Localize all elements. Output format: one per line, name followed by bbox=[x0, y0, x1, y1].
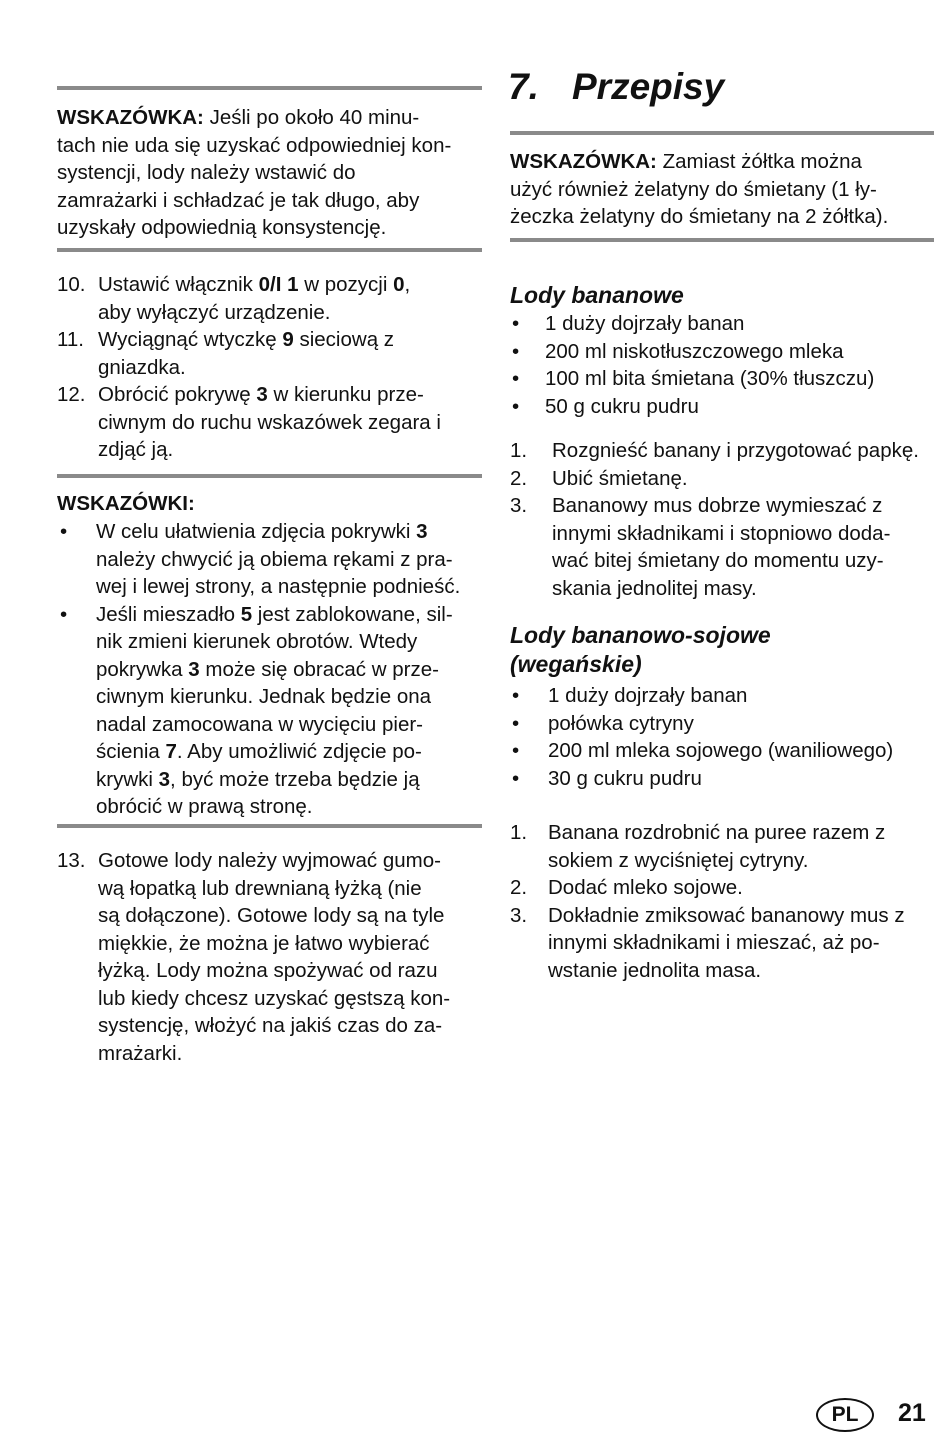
text: sieciową z bbox=[293, 328, 395, 351]
text-line bbox=[98, 930, 482, 958]
list-item bbox=[57, 518, 482, 601]
text-line bbox=[96, 518, 482, 546]
text: aby wyłączyć urządzenie. bbox=[98, 300, 331, 324]
list-item bbox=[510, 338, 940, 366]
item-number: 11. bbox=[57, 328, 84, 351]
text: ciwnym do ruchu wskazówek zegara i bbox=[98, 410, 441, 434]
text: tach nie uda się uzyskać odpowiedniej kon- bbox=[57, 133, 452, 157]
bullet-icon: • bbox=[512, 367, 520, 390]
page-number: 21 bbox=[898, 1399, 926, 1427]
text: nadal zamocowana w wycięciu pier- bbox=[96, 712, 424, 736]
text: wej i lewej strony, a następnie podnieść. bbox=[96, 575, 461, 598]
text: Dodać mleko sojowe. bbox=[548, 876, 743, 899]
text-line bbox=[552, 465, 940, 493]
bold-text: 5 bbox=[240, 602, 253, 626]
list-item bbox=[510, 765, 940, 793]
text: ścienia bbox=[96, 740, 166, 763]
text-line bbox=[98, 299, 482, 327]
text-line bbox=[98, 381, 482, 409]
bold-text: 3 bbox=[416, 520, 428, 543]
list-item bbox=[57, 326, 482, 381]
text: Bananowy mus dobrze wymieszać z bbox=[552, 494, 883, 517]
section-title: 7. Przepisy bbox=[508, 66, 725, 107]
text: w kierunku prze- bbox=[267, 383, 424, 406]
text-line bbox=[552, 547, 940, 575]
divider bbox=[57, 86, 482, 90]
steps-banana-soy bbox=[510, 819, 940, 984]
text: ciwnym kierunku. Jednak będzie ona bbox=[96, 685, 432, 708]
recipe-title-line: Lody bananowo-sojowe bbox=[510, 622, 771, 648]
text: wać bitej śmietany do momentu uzy- bbox=[552, 549, 884, 572]
list-item bbox=[510, 902, 940, 985]
text-line bbox=[548, 765, 940, 793]
text: obrócić w prawą stronę. bbox=[96, 795, 313, 818]
list-item bbox=[510, 365, 940, 393]
list-item bbox=[510, 437, 940, 465]
item-number: 13. bbox=[57, 849, 86, 872]
text: pokrywka bbox=[96, 657, 189, 681]
item-number: 1. bbox=[510, 821, 528, 844]
ingredients-banana bbox=[510, 310, 940, 420]
text-line bbox=[548, 874, 940, 902]
text: skania jednolitej masy. bbox=[552, 576, 757, 600]
text-line bbox=[545, 365, 940, 393]
list-item bbox=[510, 874, 940, 902]
text-line bbox=[96, 738, 482, 766]
text: są dołączone). Gotowe lody są na tyle bbox=[98, 904, 445, 927]
text: wstanie jednolita masa. bbox=[548, 958, 762, 982]
list-item bbox=[510, 819, 940, 874]
text: Gotowe lody należy wyjmować gumo- bbox=[98, 849, 441, 872]
text: Rozgnieść banany i przygotować papkę. bbox=[552, 439, 919, 462]
bullet-icon: • bbox=[512, 312, 520, 335]
text: systencję, włożyć na jakiś czas do za- bbox=[98, 1014, 443, 1037]
bullet-icon: • bbox=[512, 711, 520, 735]
bold-text: WSKAZÓWKA: bbox=[57, 106, 204, 129]
text: miękkie, że można je łatwo wybierać bbox=[98, 931, 430, 955]
bold-text: 9 bbox=[282, 328, 294, 351]
text-line bbox=[57, 187, 451, 215]
text: , być może trzeba będzie ją bbox=[170, 767, 420, 791]
text: Jeśli mieszadło bbox=[96, 602, 241, 626]
text: 1 duży dojrzały banan bbox=[548, 684, 748, 707]
bold-text: 3 bbox=[158, 767, 171, 791]
text-line bbox=[548, 847, 940, 875]
text-line bbox=[96, 711, 482, 739]
list-item bbox=[510, 465, 940, 493]
text-line bbox=[552, 520, 940, 548]
text: sokiem z wyciśniętej cytryny. bbox=[548, 848, 809, 872]
text-line bbox=[98, 409, 482, 437]
bullet-icon: • bbox=[512, 766, 520, 790]
text-line bbox=[98, 436, 482, 464]
bold-text: WSKAZÓWKA: bbox=[510, 150, 657, 173]
recipe-title-banana: Lody bananowe bbox=[510, 282, 684, 308]
bullet-icon: • bbox=[512, 394, 520, 418]
item-number: 12. bbox=[57, 383, 86, 406]
text-line bbox=[548, 902, 940, 930]
text: 30 g cukru pudru bbox=[548, 766, 702, 790]
text: , bbox=[404, 273, 411, 296]
divider bbox=[57, 824, 482, 828]
divider bbox=[510, 238, 934, 242]
tips-list bbox=[57, 518, 482, 821]
text: 50 g cukru pudru bbox=[545, 394, 699, 418]
text: Banana rozdrobnić na puree razem z bbox=[548, 821, 886, 844]
text-line bbox=[96, 656, 482, 684]
text-line bbox=[510, 203, 888, 231]
text: może się obracać w prze- bbox=[199, 657, 439, 681]
text-line bbox=[548, 682, 940, 710]
list-item bbox=[57, 601, 482, 821]
text: jest zablokowane, sil- bbox=[252, 602, 453, 626]
text: łyżką. Lody można spożywać od razu bbox=[98, 959, 438, 982]
text-line bbox=[57, 104, 451, 132]
text-line bbox=[510, 148, 888, 176]
step-13 bbox=[57, 847, 482, 1067]
text-line bbox=[548, 737, 940, 765]
text-line bbox=[98, 985, 482, 1013]
text: gniazdka. bbox=[98, 355, 186, 379]
text-line bbox=[545, 310, 940, 338]
bullet-icon: • bbox=[512, 684, 520, 707]
item-number: 2. bbox=[510, 466, 528, 490]
item-number: 1. bbox=[510, 439, 528, 462]
text: innymi składnikami i stopniowo doda- bbox=[552, 521, 891, 545]
item-number: 2. bbox=[510, 876, 528, 899]
text-line bbox=[96, 601, 482, 629]
item-number: 3. bbox=[510, 494, 528, 517]
bullet-icon: • bbox=[60, 520, 68, 543]
list-item bbox=[510, 710, 940, 738]
text: wą łopatką lub drewnianą łyżką (nie bbox=[98, 876, 422, 900]
text-line bbox=[98, 957, 482, 985]
text: żeczka żelatyny do śmietany na 2 żółtka). bbox=[510, 205, 889, 228]
text: użyć również żelatyny do śmietany (1 ły- bbox=[510, 177, 877, 201]
text: 200 ml niskotłuszczowego mleka bbox=[545, 339, 844, 363]
bullet-icon: • bbox=[512, 339, 520, 363]
text: . Aby umożliwić zdjęcie po- bbox=[176, 740, 422, 763]
text-line bbox=[98, 847, 482, 875]
recipe-title-banana-soy bbox=[510, 621, 771, 679]
list-item bbox=[510, 492, 940, 602]
bullet-icon: • bbox=[512, 739, 520, 762]
text: 200 ml mleka sojowego (waniliowego) bbox=[548, 739, 894, 762]
text-line bbox=[98, 1012, 482, 1040]
text-line bbox=[552, 492, 940, 520]
text-line bbox=[98, 271, 482, 299]
item-number: 3. bbox=[510, 903, 528, 927]
text-line bbox=[96, 628, 482, 656]
text: systencji, lody należy wstawić do bbox=[57, 161, 356, 184]
text: W celu ułatwienia zdjęcia pokrywki bbox=[96, 520, 417, 543]
divider bbox=[57, 474, 482, 478]
text: zdjąć ją. bbox=[98, 438, 174, 461]
bold-text: 3 bbox=[256, 383, 268, 406]
list-item bbox=[510, 682, 940, 710]
text-line bbox=[552, 437, 940, 465]
bold-text: 0 bbox=[393, 273, 405, 296]
bold-text: 3 bbox=[188, 657, 200, 681]
text: Obrócić pokrywę bbox=[98, 383, 257, 406]
text-line bbox=[57, 132, 451, 160]
list-item bbox=[510, 737, 940, 765]
text-line bbox=[545, 393, 940, 421]
text-line bbox=[548, 929, 940, 957]
text-line bbox=[57, 214, 451, 242]
text-line bbox=[98, 902, 482, 930]
text-line bbox=[548, 819, 940, 847]
text: Zamiast żółtka można bbox=[656, 150, 862, 173]
text: połówka cytryny bbox=[548, 711, 694, 735]
note-gelatin bbox=[510, 148, 888, 231]
text-line bbox=[548, 710, 940, 738]
steps-10-12 bbox=[57, 271, 482, 464]
text: Dokładnie zmiksować bananowy mus z bbox=[548, 903, 905, 927]
text-line bbox=[98, 354, 482, 382]
text-line bbox=[98, 326, 482, 354]
bold-text: 7 bbox=[165, 740, 177, 763]
bullet-icon: • bbox=[60, 602, 68, 626]
text-line bbox=[96, 573, 482, 601]
text: nik zmieni kierunek obrotów. Wtedy bbox=[96, 630, 418, 653]
text-line bbox=[552, 575, 940, 603]
note-consistency bbox=[57, 104, 451, 242]
item-number: 10. bbox=[57, 273, 86, 296]
language-badge: PL bbox=[816, 1398, 874, 1432]
text-line bbox=[96, 793, 482, 821]
list-item bbox=[57, 381, 482, 464]
text-line bbox=[96, 546, 482, 574]
recipe-title-line: (wegańskie) bbox=[510, 651, 642, 677]
text: mrażarki. bbox=[98, 1041, 183, 1065]
text-line bbox=[98, 1040, 482, 1068]
list-item bbox=[57, 847, 482, 1067]
text-line bbox=[96, 683, 482, 711]
text: Jeśli po około 40 minu- bbox=[203, 106, 420, 129]
text: innymi składnikami i mieszać, aż po- bbox=[548, 931, 880, 954]
text: lub kiedy chcesz uzyskać gęstszą kon- bbox=[98, 986, 451, 1010]
list-item bbox=[57, 271, 482, 326]
text-line bbox=[510, 176, 888, 204]
text: w pozycji bbox=[298, 273, 394, 296]
text: uzyskały odpowiednią konsystencję. bbox=[57, 216, 387, 239]
bold-text: 0/I 1 bbox=[258, 273, 299, 296]
text: zamrażarki i schładzać je tak długo, aby bbox=[57, 188, 420, 212]
text: Ubić śmietanę. bbox=[552, 466, 688, 490]
text: Wyciągnąć wtyczkę bbox=[98, 328, 283, 351]
text-line bbox=[57, 159, 451, 187]
text-line bbox=[545, 338, 940, 366]
text: 100 ml bita śmietana (30% tłuszczu) bbox=[545, 367, 875, 390]
list-item bbox=[510, 393, 940, 421]
divider bbox=[510, 131, 934, 135]
text-line bbox=[96, 766, 482, 794]
list-item bbox=[510, 310, 940, 338]
ingredients-banana-soy bbox=[510, 682, 940, 792]
text: Ustawić włącznik bbox=[98, 273, 259, 296]
tips-heading: WSKAZÓWKI: bbox=[57, 492, 195, 515]
text-line bbox=[98, 875, 482, 903]
divider bbox=[57, 248, 482, 252]
text: 1 duży dojrzały banan bbox=[545, 312, 745, 335]
text: należy chwycić ją obiema rękami z pra- bbox=[96, 547, 453, 571]
steps-banana bbox=[510, 437, 940, 602]
text-line bbox=[548, 957, 940, 985]
text: krywki bbox=[96, 767, 159, 791]
